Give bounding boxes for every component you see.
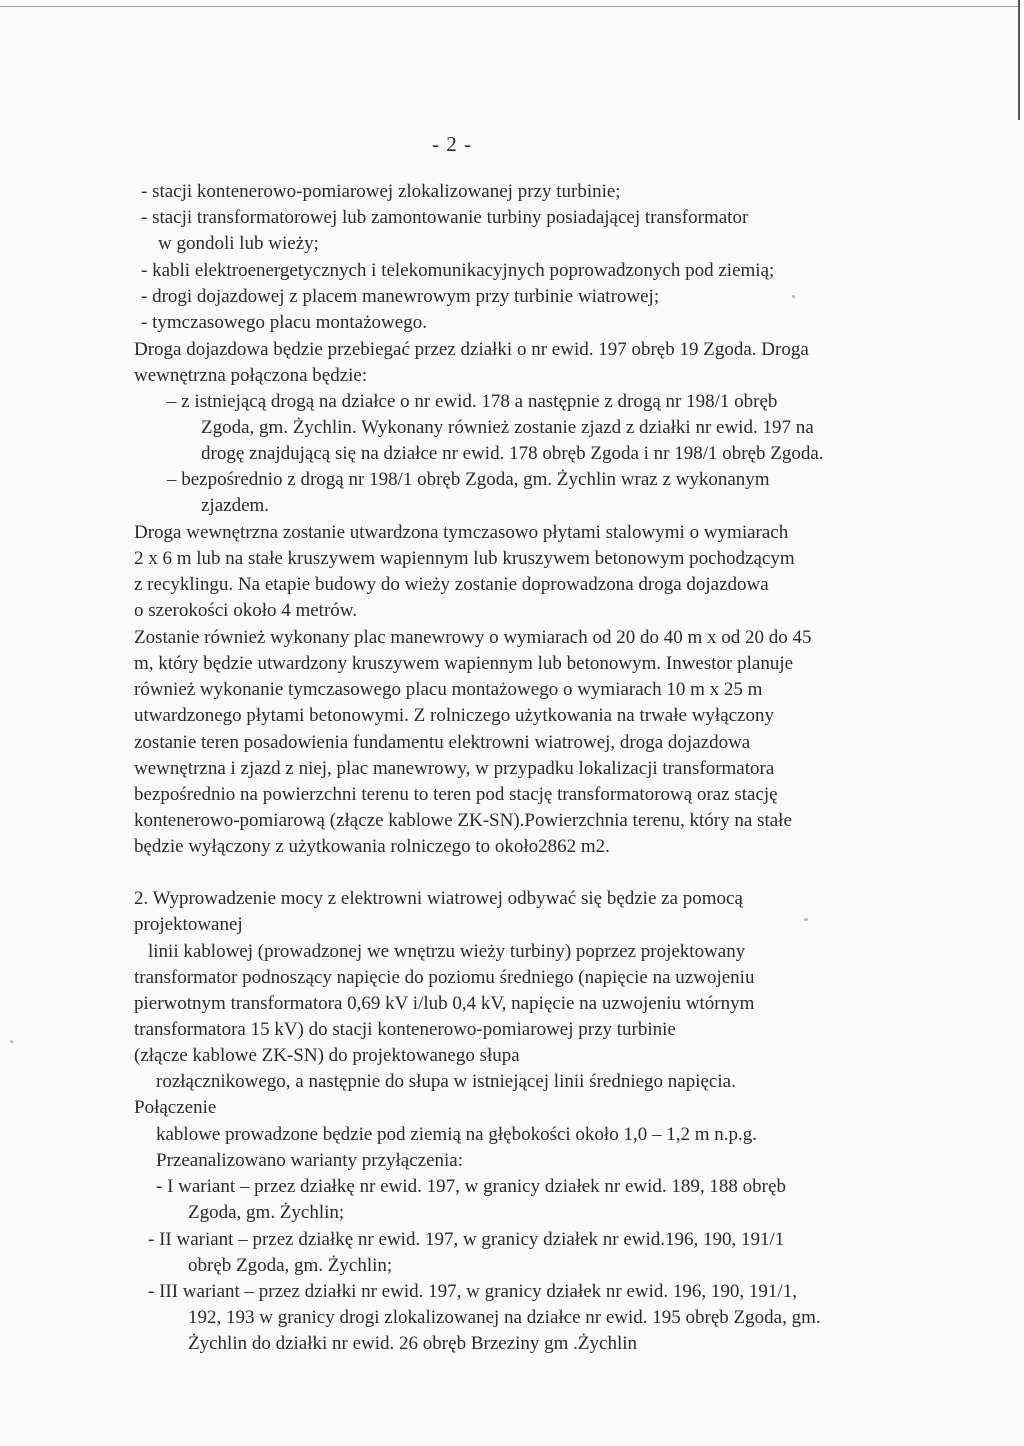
text-line: - kabli elektroenergetycznych i telekomunikacyjnych poprowadzonych pod ziemią; <box>141 260 775 281</box>
section-heading-line: 2. Wyprowadzenie mocy z elektrowni wiatrowej odbywać się będzie za pomocą <box>134 888 743 909</box>
text-line: rozłącznikowego, a następnie do słupa w istniejącej linii średniego napięcia. <box>156 1071 736 1092</box>
text-line: Żychlin do działki nr ewid. 26 obręb Brzeziny gm .Żychlin <box>188 1333 638 1354</box>
text-line: m, który będzie utwardzony kruszywem wapiennym lub betonowym. Inwestor planuje <box>134 653 794 674</box>
text-line: - stacji kontenerowo-pomiarowej zlokalizowanej przy turbinie; <box>141 181 621 202</box>
text-line: 2 x 6 m lub na stałe kruszywem wapiennym lub kruszywem betonowym pochodzącym <box>134 548 795 569</box>
text-line: obręb Zgoda, gm. Żychlin; <box>188 1255 393 1276</box>
text-line: w gondoli lub wieży; <box>158 233 319 254</box>
scan-speck <box>10 1040 13 1043</box>
text-line: - III wariant – przez działki nr ewid. 197, w granicy działek nr ewid. 196, 190, 191/1, <box>148 1281 797 1302</box>
text-line: - I wariant – przez działkę nr ewid. 197, w granicy działek nr ewid. 189, 188 obręb <box>156 1176 786 1197</box>
text-line: kablowe prowadzone będzie pod ziemią na głębokości około 1,0 – 1,2 m n.p.g. <box>156 1124 757 1145</box>
scan-edge-right <box>1018 0 1020 120</box>
text-line: Zgoda, gm. Żychlin. Wykonany również zostanie zjazd z działki nr ewid. 197 na <box>201 417 814 438</box>
text-line: Zgoda, gm. Żychlin; <box>188 1202 345 1223</box>
text-line: transformator podnoszący napięcie do poziomu średniego (napięcie na uzwojeniu <box>134 967 755 988</box>
text-line: – bezpośrednio z drogą nr 198/1 obręb Zgoda, gm. Żychlin wraz z wykonanym <box>167 469 770 490</box>
text-line: Droga dojazdowa będzie przebiegać przez działki o nr ewid. 197 obręb 19 Zgoda. Droga <box>134 339 809 360</box>
text-line: bezpośrednio na powierzchni terenu to teren pod stację transformatorową oraz stację <box>134 784 778 805</box>
text-line: transformatora 15 kV) do stacji kontenerowo-pomiarowej przy turbinie <box>134 1019 676 1040</box>
text-line: Przeanalizowano warianty przyłączenia: <box>156 1150 464 1171</box>
text-line: Zostanie również wykonany plac manewrowy o wymiarach od 20 do 40 m x od 20 do 45 <box>134 627 812 648</box>
text-line: 192, 193 w granicy drogi zlokalizowanej na działce nr ewid. 195 obręb Zgoda, gm. <box>188 1307 821 1328</box>
text-line: - II wariant – przez działkę nr ewid. 197, w granicy działek nr ewid.196, 190, 191/1 <box>148 1229 785 1250</box>
text-line: wewnętrzna połączona będzie: <box>134 365 368 386</box>
text-line: Połączenie <box>134 1097 217 1118</box>
text-line: będzie wyłączony z użytkowania rolniczego to około2862 m2. <box>134 836 610 857</box>
scan-speck <box>804 918 808 921</box>
text-line: - stacji transformatorowej lub zamontowanie turbiny posiadającej transformator <box>141 207 749 228</box>
text-line: Droga wewnętrzna zostanie utwardzona tymczasowo płytami stalowymi o wymiarach <box>134 522 789 543</box>
text-line: zjazdem. <box>201 495 270 516</box>
text-line: – z istniejącą drogą na działce o nr ewid. 178 a następnie z drogą nr 198/1 obręb <box>167 391 778 412</box>
text-line: o szerokości około 4 metrów. <box>134 600 358 621</box>
text-line: kontenerowo-pomiarową (złącze kablowe ZK-SN).Powierzchnia terenu, który na stałe <box>134 810 792 831</box>
text-line: (złącze kablowe ZK-SN) do projektowanego słupa <box>134 1045 520 1066</box>
scan-speck <box>792 295 795 298</box>
text-line: z recyklingu. Na etapie budowy do wieży zostanie doprowadzona droga dojazdowa <box>134 574 769 595</box>
text-line: - drogi dojazdowej z placem manewrowym przy turbinie wiatrowej; <box>141 286 660 307</box>
scan-edge-top <box>0 6 1018 7</box>
text-line: - tymczasowego placu montażowego. <box>141 312 427 333</box>
text-line: pierwotnym transformatora 0,69 kV i/lub 0,4 kV, napięcie na uzwojeniu wtórnym <box>134 993 755 1014</box>
text-line: drogę znajdującą się na działce nr ewid. 178 obręb Zgoda i nr 198/1 obręb Zgoda. <box>201 443 824 464</box>
page-number: - 2 - <box>432 132 472 156</box>
text-line: zostanie teren posadowienia fundamentu elektrowni wiatrowej, droga dojazdowa <box>134 732 751 753</box>
text-line: również wykonanie tymczasowego placu montażowego o wymiarach 10 m x 25 m <box>134 679 763 700</box>
text-line: wewnętrzna i zjazd z niej, plac manewrowy, w przypadku lokalizacji transformatora <box>134 758 775 779</box>
text-line: projektowanej <box>134 914 243 935</box>
text-line: linii kablowej (prowadzonej we wnętrzu wieży turbiny) poprzez projektowany <box>148 941 746 962</box>
text-line: utwardzonego płytami betonowymi. Z rolniczego użytkowania na trwałe wyłączony <box>134 705 774 726</box>
